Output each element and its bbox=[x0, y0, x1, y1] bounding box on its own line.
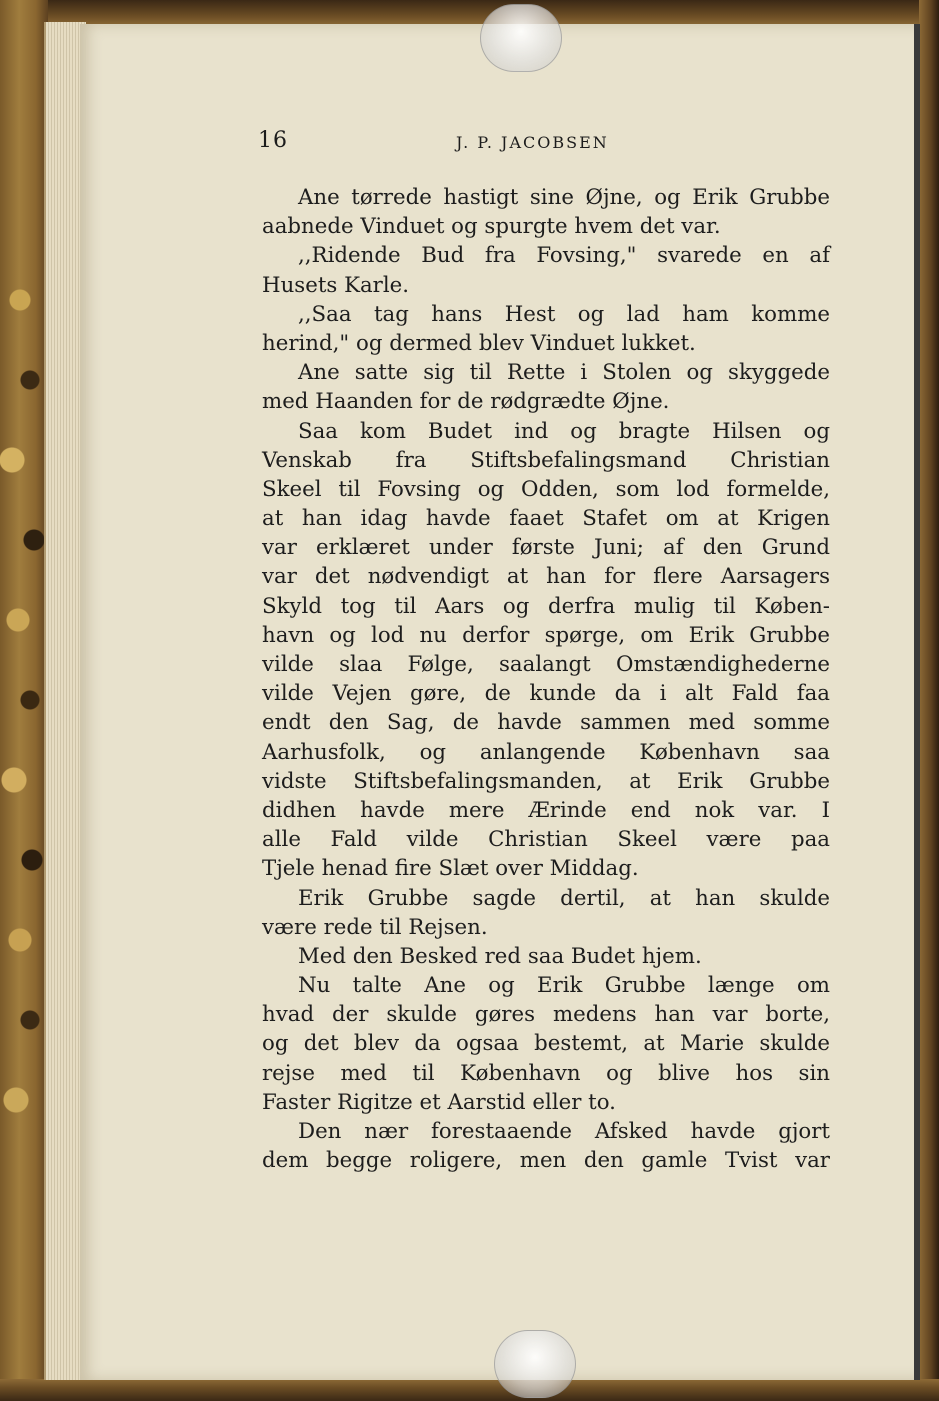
text-line: Ane satte sig til Rette i Stolen og skyggede bbox=[298, 360, 830, 386]
book-cover-right bbox=[919, 0, 939, 1401]
text-line: rejse med til København og blive hos sin bbox=[262, 1060, 830, 1086]
text-line: ,,Saa tag hans Hest og lad ham komme bbox=[298, 301, 830, 327]
text-line: var erklæret under første Juni; af den Grund bbox=[262, 535, 830, 561]
text-line: vilde Vejen gøre, de kunde da i alt Fald faa bbox=[262, 681, 830, 707]
text-line: var det nødvendigt at han for flere Aarsagers bbox=[262, 564, 830, 590]
body-text bbox=[262, 183, 830, 1175]
text-line: Med den Besked red saa Budet hjem. bbox=[298, 943, 702, 969]
text-line: dem begge roligere, men den gamle Tvist var bbox=[262, 1148, 830, 1174]
text-line: Erik Grubbe sagde dertil, at han skulde bbox=[298, 885, 830, 911]
page-header bbox=[258, 128, 638, 158]
page-number: 16 bbox=[258, 128, 288, 153]
text-line: Den nær forestaaende Afsked havde gjort bbox=[298, 1119, 830, 1144]
text-line: og det blev da ogsaa bestemt, at Marie skulde bbox=[262, 1031, 830, 1057]
marbled-cover-edge bbox=[0, 0, 48, 1401]
text-line: aabnede Vinduet og spurgte hvem det var. bbox=[262, 214, 721, 240]
text-line: herind," og dermed blev Vinduet lukket. bbox=[262, 330, 696, 356]
book-cover-bottom bbox=[0, 1379, 939, 1401]
text-line: at han idag havde faaet Stafet om at Krigen bbox=[262, 506, 830, 532]
text-line: Skyld tog til Aars og derfra mulig til Køben- bbox=[262, 593, 830, 619]
text-line: Faster Rigitze et Aarstid eller to. bbox=[262, 1089, 616, 1115]
text-line: alle Fald vilde Christian Skeel være paa bbox=[262, 827, 830, 853]
text-line: Aarhusfolk, og anlangende København saa bbox=[262, 739, 830, 765]
text-line: Venskab fra Stiftsbefalingsmand Christian bbox=[262, 447, 830, 473]
text-line: Skeel til Fovsing og Odden, som lod formelde, bbox=[262, 476, 830, 502]
text-line: Husets Karle. bbox=[262, 272, 410, 298]
text-line: ,,Ridende Bud fra Fovsing," svarede en af bbox=[298, 243, 830, 269]
text-line: endt den Sag, de havde sammen med somme bbox=[262, 710, 830, 736]
text-line: didhen havde mere Ærinde end nok var. I bbox=[262, 797, 830, 823]
text-line: være rede til Rejsen. bbox=[262, 914, 488, 940]
glass-clip-top bbox=[480, 4, 562, 72]
text-line: Ane tørrede hastigt sine Øjne, og Erik Grubbe bbox=[298, 185, 830, 210]
text-line: hvad der skulde gøres medens han var borte, bbox=[262, 1002, 830, 1028]
glass-clip-bottom bbox=[494, 1330, 576, 1398]
text-line: Tjele henad fire Slæt over Middag. bbox=[262, 856, 639, 882]
text-line: vilde slaa Følge, saalangt Omstændighederne bbox=[262, 652, 830, 677]
text-line: Saa kom Budet ind og bragte Hilsen og bbox=[298, 418, 830, 444]
text-line: havn og lod nu derfor spørge, om Erik Grubbe bbox=[262, 622, 830, 648]
page-gutter bbox=[914, 24, 920, 1380]
running-head: J. P. JACOBSEN bbox=[456, 133, 609, 152]
text-line: Nu talte Ane og Erik Grubbe længe om bbox=[298, 973, 830, 999]
book-cover-top bbox=[0, 0, 939, 26]
text-line: vidste Stiftsbefalingsmanden, at Erik Grubbe bbox=[262, 768, 830, 794]
text-line: med Haanden for de rødgrædte Øjne. bbox=[262, 389, 670, 415]
